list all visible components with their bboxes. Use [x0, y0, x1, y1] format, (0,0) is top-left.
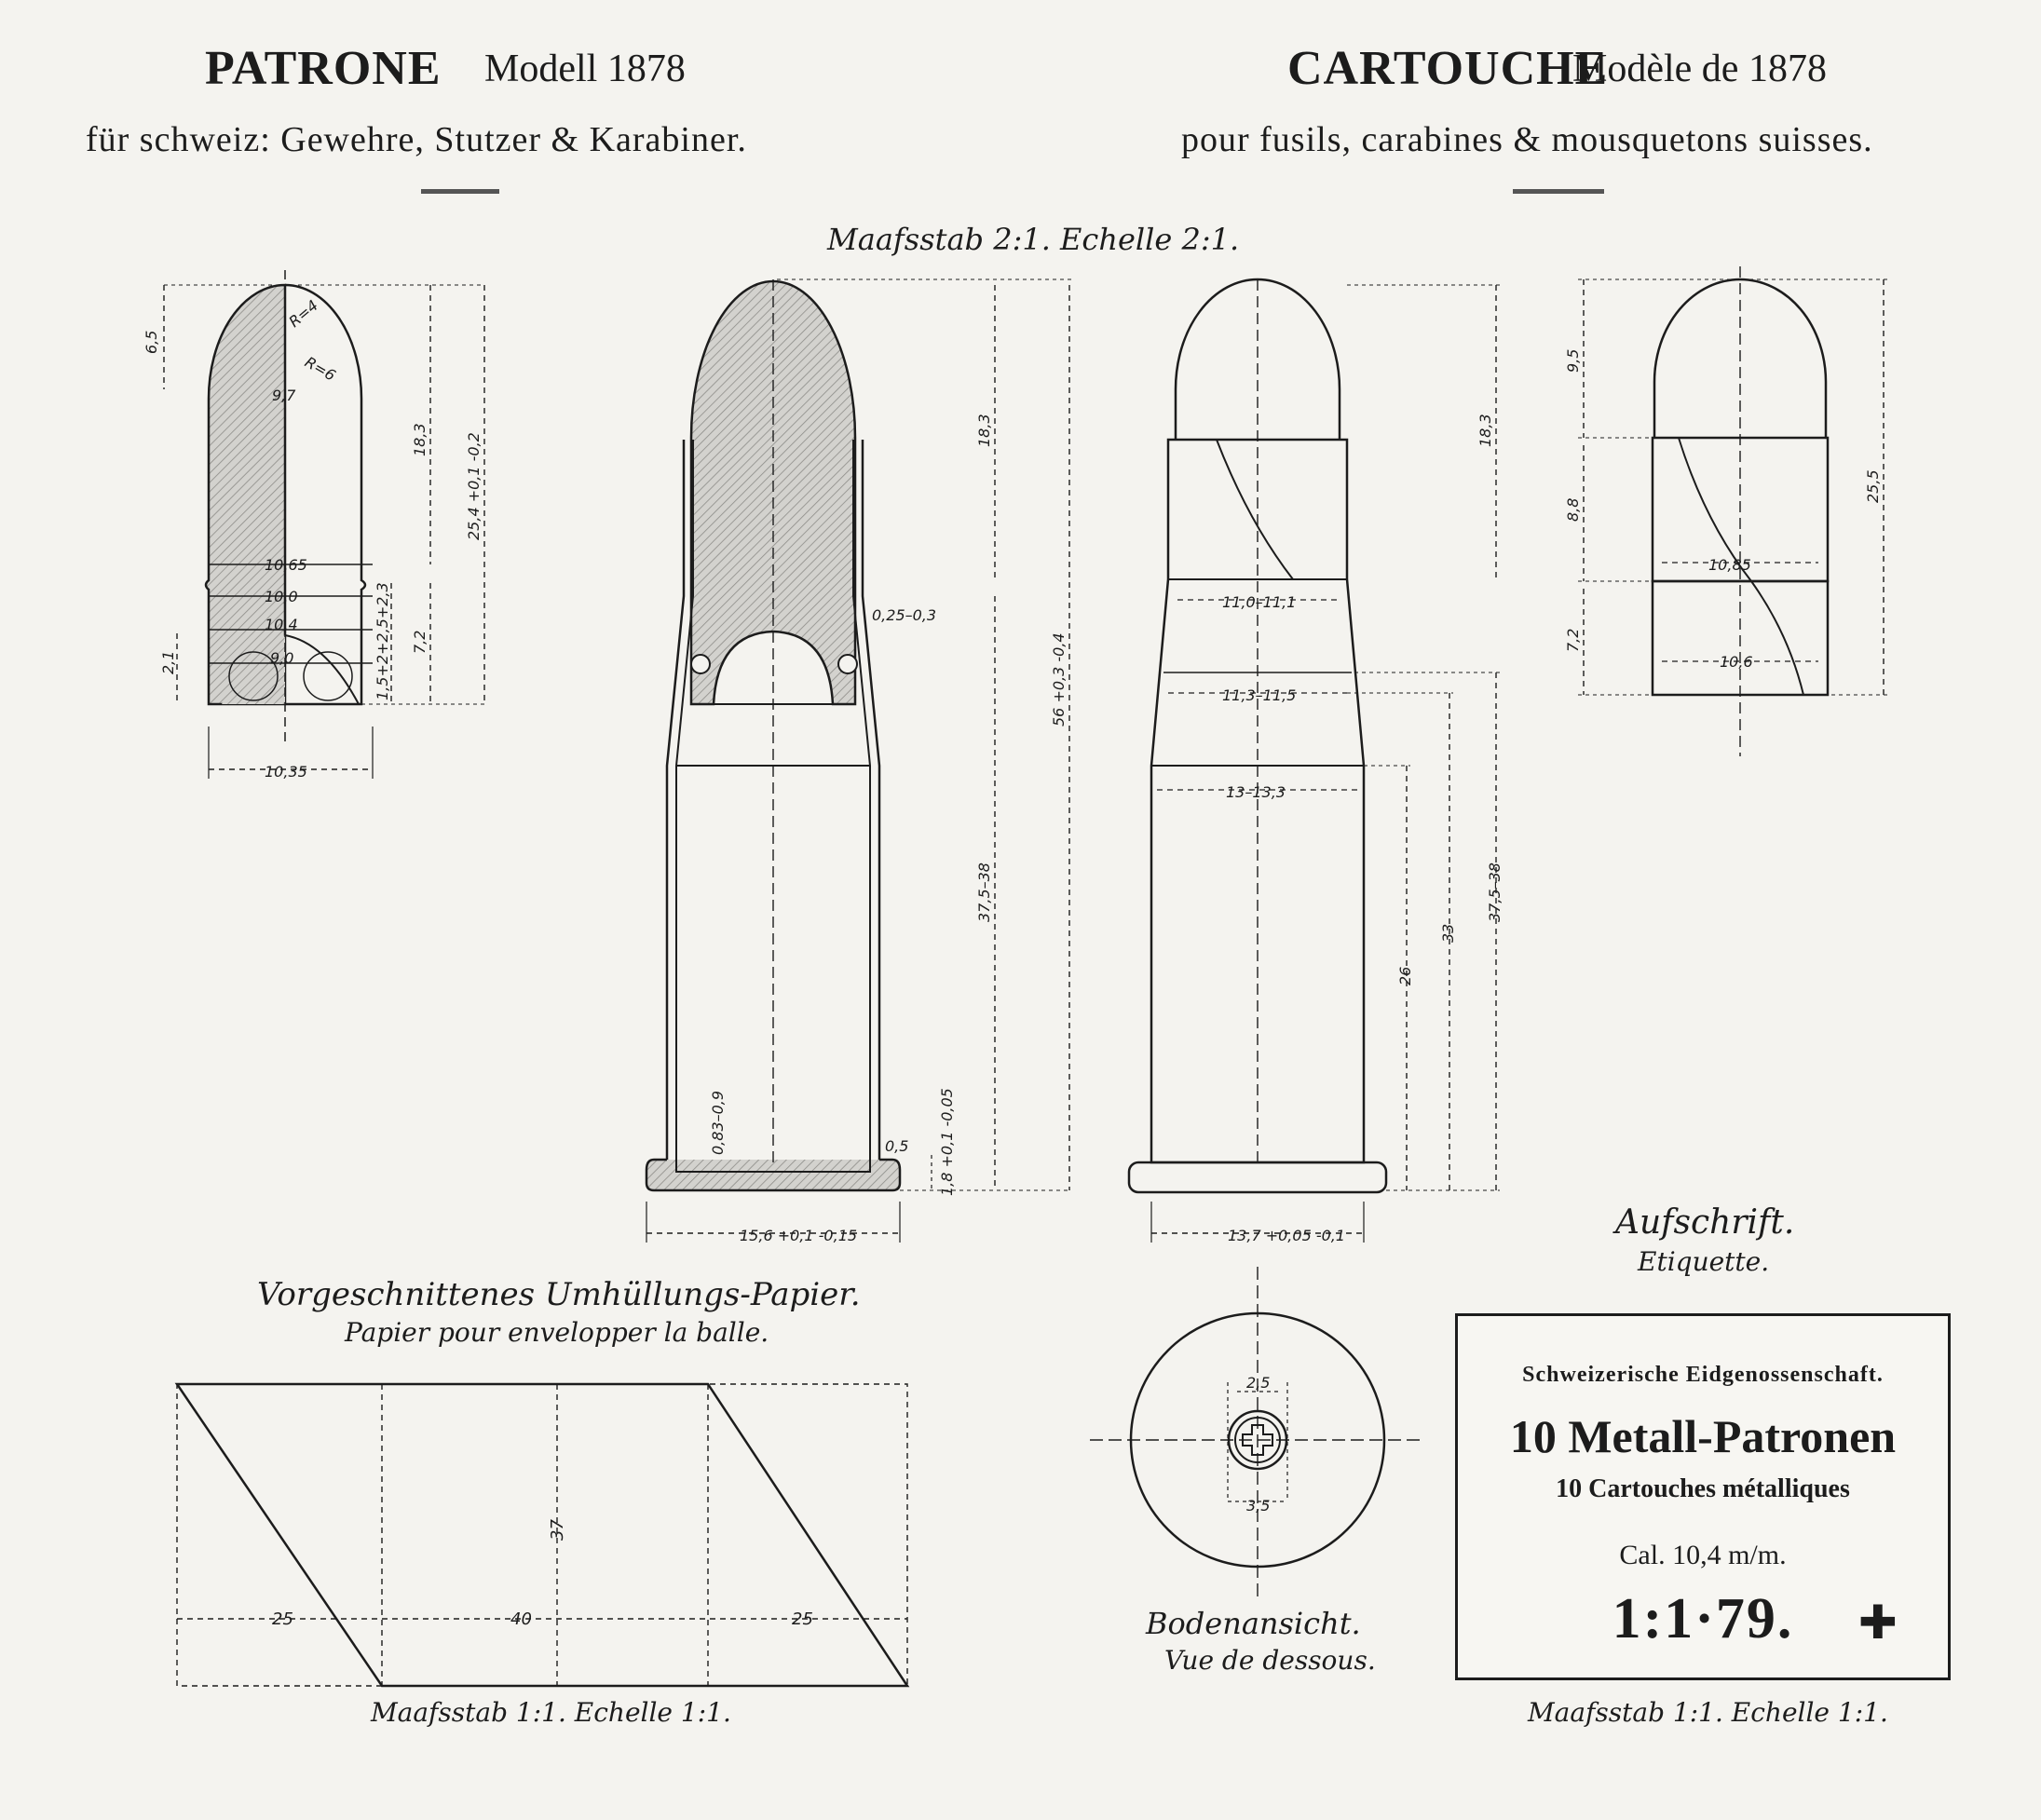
dim-label: 10,65: [265, 556, 307, 574]
dim-label: 18,3: [411, 423, 429, 456]
dim-label: 26: [1396, 966, 1414, 985]
dim-label: 13,7 +0,05 -0,1: [1228, 1227, 1346, 1244]
dim-label: 11,0–11,1: [1222, 593, 1297, 611]
cartridge-exterior-view: [1129, 279, 1500, 1243]
dim-label: 9,7: [272, 387, 296, 404]
dim-label: 37,5–38: [975, 862, 993, 922]
label-lot-code: 1:1·79.: [1612, 1587, 1794, 1650]
dim-label: 9,0: [270, 649, 294, 667]
separator-left: [421, 189, 499, 194]
dim-label: 40: [510, 1609, 532, 1629]
dim-label: 11,3–11,5: [1222, 686, 1297, 704]
title-de: PATRONE: [205, 42, 442, 95]
dim-label: 18,3: [975, 414, 993, 447]
dim-label: 56 +0,3 -0,4: [1050, 632, 1068, 727]
label-title-fr: Etiquette.: [1638, 1246, 1770, 1277]
dim-label: 7,2: [411, 630, 429, 654]
dim-label: 1,8 +0,1 -0,05: [938, 1088, 956, 1196]
label-caliber: Cal. 10,4 m/m.: [1619, 1540, 1787, 1570]
wrapper-paper-scale: Maafsstab 1:1. Echelle 1:1.: [371, 1697, 731, 1728]
label-title-de: Aufschrift.: [1615, 1203, 1795, 1242]
wrapper-paper-title-de: Vorgeschnittenes Umhüllungs-Papier.: [257, 1276, 861, 1313]
title-fr-model: Modèle de 1878: [1572, 48, 1827, 90]
dim-label: 25: [792, 1609, 813, 1629]
bullet-exterior-dimensions: [1564, 349, 1882, 671]
bullet-cross-section-dimensions: [143, 296, 483, 781]
dim-label: 9,5: [1564, 348, 1582, 373]
dim-label: 0,5: [885, 1137, 909, 1155]
dim-label: 15,6 +0,1 -0,15: [740, 1227, 858, 1244]
swiss-cross-icon: ✚: [1858, 1596, 1898, 1650]
dim-label: 8,8: [1564, 497, 1582, 522]
dim-label: 7,2: [1564, 628, 1582, 652]
base-view-dimensions: [1246, 1374, 1270, 1514]
title-fr: CARTOUCHE: [1287, 42, 1609, 95]
dim-label: 37,5–38: [1486, 862, 1504, 922]
dim-label: 2,5: [1246, 1374, 1271, 1392]
bullet-exterior-view: [1578, 266, 1889, 756]
dim-label: 3,5: [1246, 1497, 1271, 1514]
dim-label: 33: [1439, 923, 1457, 943]
dim-label: 10,85: [1708, 556, 1751, 574]
dim-label: 0,83–0,9: [709, 1090, 727, 1155]
dim-label: 37: [548, 1519, 567, 1541]
wrapper-paper-title-fr: Papier pour envelopper la balle.: [345, 1317, 769, 1348]
dim-label: 10,4: [265, 616, 298, 633]
dim-label: 0,25–0,3: [872, 606, 937, 624]
dim-label: R=4: [285, 296, 322, 332]
label-sub-text: 10 Cartouches métalliques: [1556, 1474, 1850, 1503]
ammunition-box-label: [1455, 1313, 1951, 1680]
dim-label: 13–13,3: [1226, 783, 1286, 801]
dim-label: 10,0: [265, 588, 298, 605]
scale-note-top: Maafsstab 2:1. Echelle 2:1.: [827, 222, 1240, 257]
label-main-text: 10 Metall-Patronen: [1509, 1410, 1897, 1462]
wrapper-paper-template: [177, 1384, 907, 1686]
dim-label: 2,1: [159, 650, 177, 674]
base-view-title-de: Bodenansicht.: [1146, 1606, 1361, 1641]
subtitle-de: für schweiz: Gewehre, Stutzer & Karabiner.: [86, 120, 747, 159]
label-scale: Maafsstab 1:1. Echelle 1:1.: [1528, 1697, 1888, 1728]
dim-label: 6,5: [143, 330, 160, 354]
dim-label: 25,5: [1864, 469, 1882, 503]
bullet-cross-section: [164, 270, 484, 779]
dim-label: R=6: [302, 353, 339, 385]
subtitle-fr: pour fusils, carabines & mousquetons suisses.: [1181, 120, 1873, 159]
dim-label: 10,35: [265, 763, 307, 781]
wrapper-paper-dimensions: [272, 1519, 813, 1629]
dim-label: 18,3: [1476, 414, 1494, 447]
separator-right: [1513, 189, 1604, 194]
label-header: Schweizerische Eidgenossenschaft.: [1522, 1363, 1884, 1387]
dim-label: 25,4 +0,1 -0,2: [465, 432, 483, 540]
dim-label: 25: [272, 1609, 293, 1629]
dim-label: 10,6: [1720, 653, 1753, 671]
dim-label: 1,5+2+2,5+2,3: [374, 582, 391, 700]
cartridge-base-view: [1090, 1267, 1425, 1602]
base-view-title-fr: Vue de dessous.: [1164, 1645, 1376, 1676]
title-de-model: Modell 1878: [484, 48, 686, 90]
